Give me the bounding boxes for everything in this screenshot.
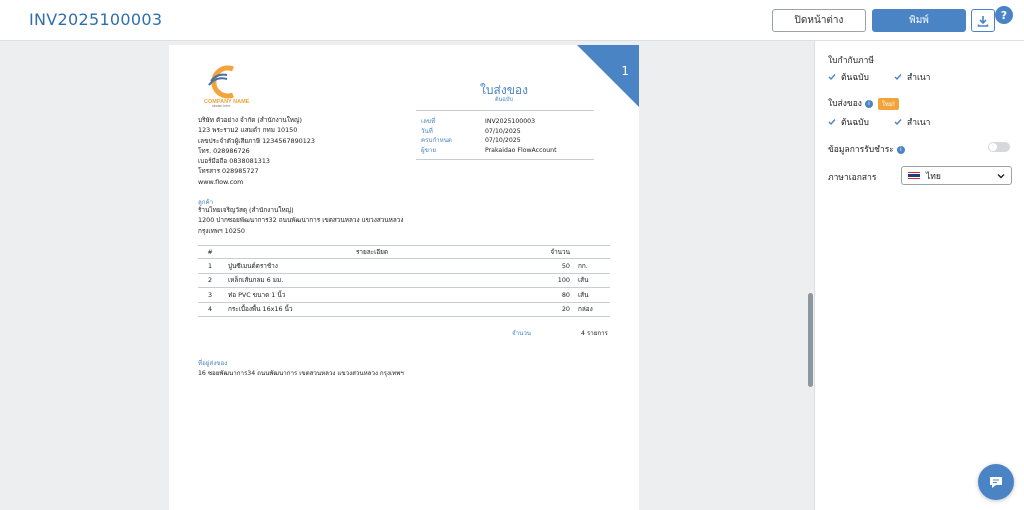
payment-info-toggle[interactable] — [988, 142, 1010, 152]
payment-info-label: ข้อมูลการรับชำระ — [828, 145, 894, 155]
table-row — [198, 274, 610, 289]
customer-label: ลูกค้า — [198, 199, 214, 206]
help-icon[interactable]: ? — [995, 6, 1013, 24]
company-logo — [203, 65, 253, 107]
table-row — [198, 259, 610, 274]
shipping-label: ที่อยู่ส่งของ — [198, 360, 228, 367]
total-value: 4 รายการ — [581, 330, 608, 337]
shipping-address: 16 ซอยพัฒนาการ34 ถนนพัฒนาการ เขตสวนหลวง แขวงสวนหลวง กรุงเทพฯ — [198, 370, 404, 377]
meta-row — [421, 136, 594, 146]
delivery-original-checkbox[interactable] — [828, 115, 869, 129]
check-icon — [894, 118, 902, 126]
download-icon — [977, 15, 989, 27]
checkbox-label: ต้นฉบับ — [841, 118, 869, 128]
close-window-button[interactable]: ปิดหน้าต่าง — [772, 9, 866, 32]
row-description: ปูนซีเมนต์ตราช้าง — [228, 261, 278, 270]
download-button[interactable] — [971, 9, 995, 32]
row-quantity: 100 — [557, 276, 570, 285]
meta-value: 07/10/2025 — [485, 137, 521, 144]
checkbox-label: ต้นฉบับ — [841, 73, 869, 83]
meta-label: ครบกำหนด — [421, 137, 452, 144]
tax-invoice-title: ใบกำกับภาษี — [828, 56, 874, 66]
payment-info-title — [828, 142, 905, 156]
row-description: เหล็กเส้นกลม 6 มม. — [228, 276, 284, 285]
company-line: บริษัท ตัวอย่าง จำกัด (สำนักงานใหญ่) — [198, 116, 302, 124]
document-number-title: INV2025100003 — [29, 10, 163, 29]
company-address — [198, 115, 315, 187]
checkbox-label: สำเนา — [907, 118, 931, 128]
chevron-down-icon — [997, 172, 1005, 180]
row-unit: เส้น — [578, 276, 589, 285]
company-line: 123 พระราม2 แสมดำ กทม 10150 — [198, 126, 298, 135]
meta-label: เลขที่ — [421, 118, 436, 125]
header-no: # — [207, 248, 213, 256]
row-unit: กก. — [578, 261, 588, 270]
customer-line: ร้านไทยเจริญวัสดุ (สำนักงานใหญ่) — [198, 206, 294, 214]
company-line: เลขประจำตัวผู้เสียภาษี 1234567890123 — [198, 136, 315, 145]
document-paper — [169, 45, 639, 510]
row-unit: เส้น — [578, 290, 589, 299]
row-quantity: 80 — [561, 290, 570, 299]
check-icon — [828, 118, 836, 126]
header-quantity: จำนวน — [550, 248, 570, 256]
document-meta — [416, 110, 594, 160]
row-description: ท่อ PVC ขนาด 1 นิ้ว — [228, 290, 286, 299]
settings-panel — [814, 41, 1024, 510]
company-logo-icon — [203, 65, 253, 107]
delivery-note-label: ใบส่งของ — [828, 99, 862, 109]
language-select[interactable] — [901, 166, 1012, 185]
row-no: 1 — [207, 261, 213, 270]
logo-company-name: COMPANY NAME — [204, 99, 250, 105]
thailand-flag-icon — [908, 172, 920, 180]
row-no: 2 — [207, 276, 213, 285]
row-quantity: 50 — [561, 261, 570, 270]
check-icon — [894, 73, 902, 81]
top-bar — [0, 0, 1024, 41]
toggle-knob — [989, 143, 997, 151]
row-unit: กล่อง — [578, 305, 593, 314]
row-no: 4 — [207, 305, 213, 314]
chat-icon — [988, 475, 1004, 489]
language-value: ไทย — [926, 171, 941, 182]
company-line: www.flow.com — [198, 177, 244, 186]
header-description: รายละเอียด — [355, 248, 389, 256]
meta-value: INV2025100003 — [485, 118, 536, 125]
page-number: 1 — [621, 64, 629, 78]
print-button[interactable]: พิมพ์ — [872, 9, 966, 32]
checkbox-label: สำเนา — [907, 73, 931, 83]
company-line: เบอร์มือถือ 0838081313 — [198, 157, 270, 166]
chat-button[interactable] — [978, 464, 1014, 500]
new-badge: ใหม่! — [878, 98, 899, 110]
page-corner — [577, 45, 639, 107]
customer-line: กรุงเทพฯ 10250 — [198, 226, 245, 235]
meta-value: 07/10/2025 — [485, 127, 521, 135]
items-table — [198, 245, 610, 317]
info-icon[interactable]: i — [865, 100, 873, 108]
delivery-copy-checkbox[interactable] — [894, 115, 930, 129]
company-line: โทร. 028986726 — [198, 146, 250, 155]
row-no: 3 — [207, 290, 213, 299]
document-heading: ใบส่งของ — [480, 83, 528, 97]
tax-copy-checkbox[interactable] — [894, 70, 930, 84]
meta-label: วันที่ — [421, 127, 433, 135]
meta-row — [421, 146, 594, 156]
meta-value: Prakaidao FlowAccount — [485, 146, 557, 154]
company-line: โทรสาร 028985727 — [198, 167, 259, 176]
document-subheading: ต้นฉบับ — [494, 97, 514, 103]
meta-label: ผู้ขาย — [421, 146, 436, 154]
customer-address — [198, 205, 404, 236]
table-row — [198, 303, 610, 318]
meta-row — [421, 117, 594, 127]
document-language-label: ภาษาเอกสาร — [828, 173, 877, 183]
total-label: จำนวน — [512, 330, 532, 337]
scrollbar-thumb[interactable] — [808, 293, 813, 387]
row-quantity: 20 — [561, 305, 570, 314]
tax-original-checkbox[interactable] — [828, 70, 869, 84]
info-icon[interactable]: i — [897, 146, 905, 154]
delivery-note-title — [828, 96, 899, 110]
table-row — [198, 288, 610, 303]
check-icon — [828, 73, 836, 81]
row-description: กระเบื้องพื้น 16x16 นิ้ว — [228, 305, 293, 314]
items-table-header — [198, 245, 610, 259]
logo-slogan: slogan here — [212, 104, 231, 107]
customer-line: 1200 ปากซอยพัฒนาการ32 ถนนพัฒนาการ เขตสวนหลวง แขวงสวนหลวง — [198, 216, 404, 225]
meta-row — [421, 127, 594, 137]
